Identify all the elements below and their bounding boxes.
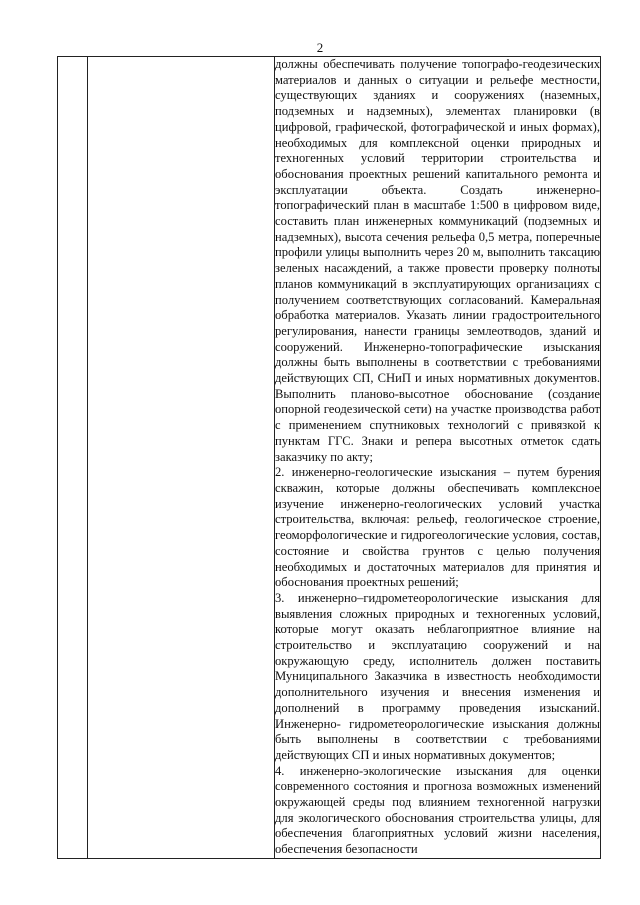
paragraph-hydrometeorological-survey: 3. инженерно–гидрометеорологические изыскания для выявления сложных природных и техногенных условий, которые могут оказать неблагоприятное влияние на строительство и эксплуатацию сооружений и на окружающую среду, исполнитель должен поставить Муниципального Заказчика в известность необходимости дополнительного изучения и внесения изменения и дополнений в программу проведения изысканий. Инженерно- гидрометеорологические изыскания должны быть выполнены в соответствии с требованиями действующих СП и иных нормативных документов; (275, 590, 600, 762)
name-cell (88, 57, 275, 859)
paragraph-geological-survey: 2. инженерно-геологические изыскания – путем бурения скважин, которые должны обеспечивать комплексное изучение инженерно-геологических условий участка строительства, включая: рельеф, геологическое строение, геоморфологические и гидрогеологические условия, состав, состояние и свойства грунтов с целью получения необходимых и достаточных материалов для принятия и обоснования проектных решений; (275, 465, 600, 590)
table-row (58, 57, 601, 859)
number-cell (58, 57, 88, 859)
paragraph-topographic-survey: должны обеспечивать получение топографо-геодезических материалов и данных о ситуации и рельефе местности, существующих зданиях и сооружениях (наземных, подземных и надземных), элементах планировки (в цифровой, графической, фотографической и иных формах), необходимых для комплексной оценки природных и техногенных условий территории строительства и обоснования проектных решений капитального ремонта и эксплуатации объекта. Создать инженерно-топографический план в масштабе 1:500 в цифровом виде, составить план инженерных коммуникаций (подземных и надземных), высота сечения рельефа 0,5 метра, поперечные профили улицы выполнить через 20 м, выполнить таксацию зеленых насаждений, а также провести проверку полноты планов коммуникаций в эксплуатирующих организациях с получением соответствующих согласований. Камеральная обработка материалов. Указать линии градостроительного регулирования, нанести границы землеотводов, зданий и сооружений. Инженерно-топографические изыскания должны быть выполнены в соответствии с требованиями действующих СП, СНиП и иных нормативных документов. Выполнить планово-высотное обоснование (создание опорной геодезической сети) на участке производства работ с применением спутниковых технологий с привязкой к пунктам ГГС. Знаки и репера высотных отметок сдать заказчику по акту; (275, 57, 600, 464)
page-number: 2 (316, 40, 324, 55)
requirements-table (57, 56, 601, 859)
content-cell (275, 57, 601, 859)
paragraph-ecological-survey: 4. инженерно-экологические изыскания для оценки современного состояния и прогноза возможных изменений окружающей среды под влиянием техногенной нагрузки для экологического обоснования строительства улицы, для обеспечения благоприятных условий жизни населения, обеспечения безопасности (275, 763, 600, 857)
